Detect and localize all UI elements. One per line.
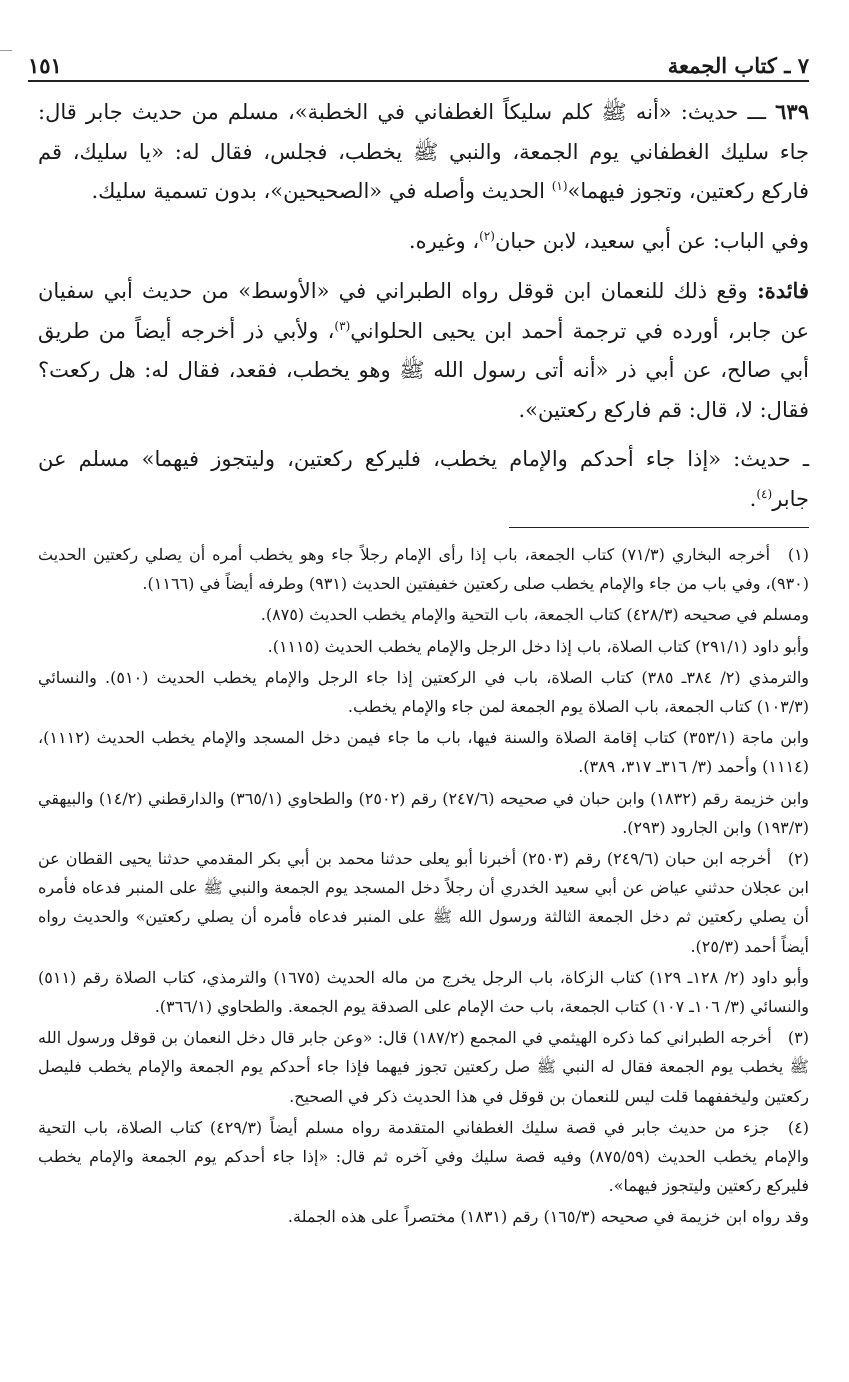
footnote-ref: (٤)	[756, 486, 773, 501]
footnotes	[38, 540, 809, 1234]
main-text	[38, 92, 809, 529]
page-header	[28, 42, 809, 78]
footnote-1-line: ومسلم في صحيحه (٤٢٨/٣) كتاب الجمعة، باب التحية والإمام يخطب الحديث (٨٧٥).	[260, 605, 809, 625]
footnote-mark: (٤)	[787, 1117, 810, 1137]
footnote-ref: (٢)	[479, 228, 495, 243]
footnote-text: أخرجه الطبراني كما ذكره الهيثمي في المجمع (١٨٧/٢) قال: «وعن جابر قال دخل النعمان بن قوقل ورسول الله ﷺ يخطب يوم الجمعة فقال له النبي ﷺ صل ركعتين تجوز فيهما فإذا جاء أحدكم يوم الجمعة والإمام يخطب فليصل ركعتين وليخففهما قلت ليس للنعمان بن قوقل في هذا الحديث ذكر في الصحيح.	[38, 1028, 809, 1106]
benefit-text-tail: ، ولأبي ذر أخرجه أيضاً من طريق أبي صالح، عن أبي ذر «أنه أتى رسول الله ﷺ وهو يخطب، فقعد، فقال له: هل ركعت؟ فقال: لا، قال: قم فاركع ركعتين».	[38, 318, 809, 422]
footnote-1-line: وابن خزيمة رقم (١٨٣٢) وابن حبان في صحيحه (٢٤٧/٦) رقم (٢٥٠٢) والطحاوي (٣٦٥/١) والدارقطني (١٤/٢) والبيهقي (١٩٣/٣) وابن الجارود (٢٩٣).	[38, 788, 810, 837]
page-number: ١٥١	[28, 53, 62, 78]
hadith-paragraph	[38, 92, 809, 212]
benefit-paragraph	[38, 271, 809, 430]
footnote-4-line: وقد رواه ابن خزيمة في صحيحه (١٦٥/٣) رقم (١٨٣١) مختصراً على هذه الجملة.	[287, 1207, 809, 1227]
hadith-text-2: ـ حديث: «إذا جاء أحدكم والإمام يخطب، فليركع ركعتين، وليتجوز فيهما» مسلم عن جابر	[38, 447, 809, 511]
chapter-note-paragraph	[38, 222, 809, 262]
footnote-ref: (١)	[551, 179, 568, 193]
hadith-paragraph-2	[38, 440, 809, 519]
hadith-text: ـــ حديث: «أنه ﷺ كلم سليكاً الغطفاني في الخطبة»، مسلم من حديث جابر قال: جاء سليك الغطفاني يوم الجمعة، والنبي ﷺ يخطب، فجلس، فقال له: «يا سليك، قم فاركع ركعتين، وتجوز فيهما»	[38, 100, 809, 203]
hadith-text-tail: الحديث وأصله في «الصحيحين»، بدون تسمية سليك.	[91, 179, 552, 203]
footnote-mark: (٣)	[787, 1028, 810, 1048]
chapter-note-tail: ، وغيره.	[408, 228, 480, 253]
footnote-mark: (١)	[787, 545, 809, 564]
footnote-divider	[509, 527, 809, 528]
margin-mark	[0, 50, 12, 51]
hadith-number: ٦٣٩	[775, 99, 809, 124]
footnote-1-line: وابن ماجة (٣٥٣/١) كتاب إقامة الصلاة والسنة فيها، باب ما جاء فيمن دخل المسجد والإمام يخطب الحديث (١١١٢)، (١١١٤) وأحمد (٣/ ٣١٦ـ ٣١٧، ٣٨٩).	[38, 728, 809, 777]
footnote-text: أخرجه البخاري (٧١/٣) كتاب الجمعة، باب إذا رأى الإمام رجلاً جاء وهو يخطب أمره أن يصلي ركعتين الحديث (٩٣٠)، وفي باب من جاء والإمام يخطب صلى ركعتين خفيفتين الحديث (٩٣١) وطرفه أيضاً في (١١٦٦).	[38, 545, 809, 594]
benefit-label: فائدة:	[756, 278, 809, 303]
footnote-ref: (٣)	[334, 318, 351, 333]
footnote-1-line: وأبو داود (٢٩١/١) كتاب الصلاة، باب إذا دخل الرجل والإمام يخطب الحديث (١١١٥).	[267, 636, 809, 656]
benefit-text: وقع ذلك للنعمان ابن قوقل رواه الطبراني في «الأوسط» من حديث أبي سفيان عن جابر، أورده في ترجمة أحمد ابن يحيى الحلواني	[38, 279, 809, 343]
footnote-4	[38, 1113, 809, 1201]
header-rule	[28, 80, 809, 82]
footnote-mark: (٢)	[787, 849, 809, 869]
hadith-text-2-tail: .	[749, 486, 757, 511]
footnote-3	[38, 1023, 809, 1111]
footnote-1	[38, 540, 809, 598]
chapter-title: ٧ ـ كتاب الجمعة	[667, 53, 809, 78]
footnote-1-line: والترمذي (٢/ ٣٨٤ـ ٣٨٥) كتاب الصلاة، باب في الركعتين إذا جاء الرجل والإمام يخطب الحديث (٥١٠). والنسائي (١٠٣/٣) كتاب الجمعة، باب الصلاة يوم الجمعة لمن جاء والإمام يخطب.	[38, 667, 810, 717]
footnote-2-line: وأبو داود (٢/ ١٢٨ـ ١٢٩) كتاب الزكاة، باب الرجل يخرج من ماله الحديث (١٦٧٥) والترمذي، كتاب الصلاة رقم (٥١١) والنسائي (٣/ ١٠٦ـ ١٠٧) كتاب الجمعة، باب حث الإمام على الصدقة يوم الجمعة. والطحاوي (٣٦٦/١).	[38, 967, 810, 1017]
footnote-text: جزء من حديث جابر في قصة سليك الغطفاني المتقدمة رواه مسلم أيضاً (٤٢٩/٣) كتاب الصلاة، باب التحية والإمام يخطب الحديث (٨٧٥/٥٩) وفيه قصة سليك وفي آخره ثم قال: «إذا جاء أحدكم يوم الجمعة والإمام يخطب فليركع ركعتين وليتجوز فيهما».	[38, 1117, 810, 1196]
footnote-2	[38, 844, 809, 961]
chapter-note-text: وفي الباب: عن أبي سعيد، لابن حبان	[494, 228, 809, 253]
footnote-text: أخرجه ابن حبان (٢٤٩/٦) رقم (٢٥٠٣) أخبرنا أبو يعلى حدثنا محمد بن أبي بكر المقدمي حدثنا يحيى القطان عن ابن عجلان حدثني عياض عن أبي سعيد الخدري أن رجلاً دخل المسجد يوم الجمعة والنبي ﷺ على المنبر فدعاه فأمره أن يصلي ركعتين ثم دخل الجمعة الثالثة ورسول الله ﷺ على المنبر فدعاه فأمره أن يصلي ركعتين» والحديث رواه أيضاً أحمد (٢٥/٣).	[38, 849, 810, 956]
